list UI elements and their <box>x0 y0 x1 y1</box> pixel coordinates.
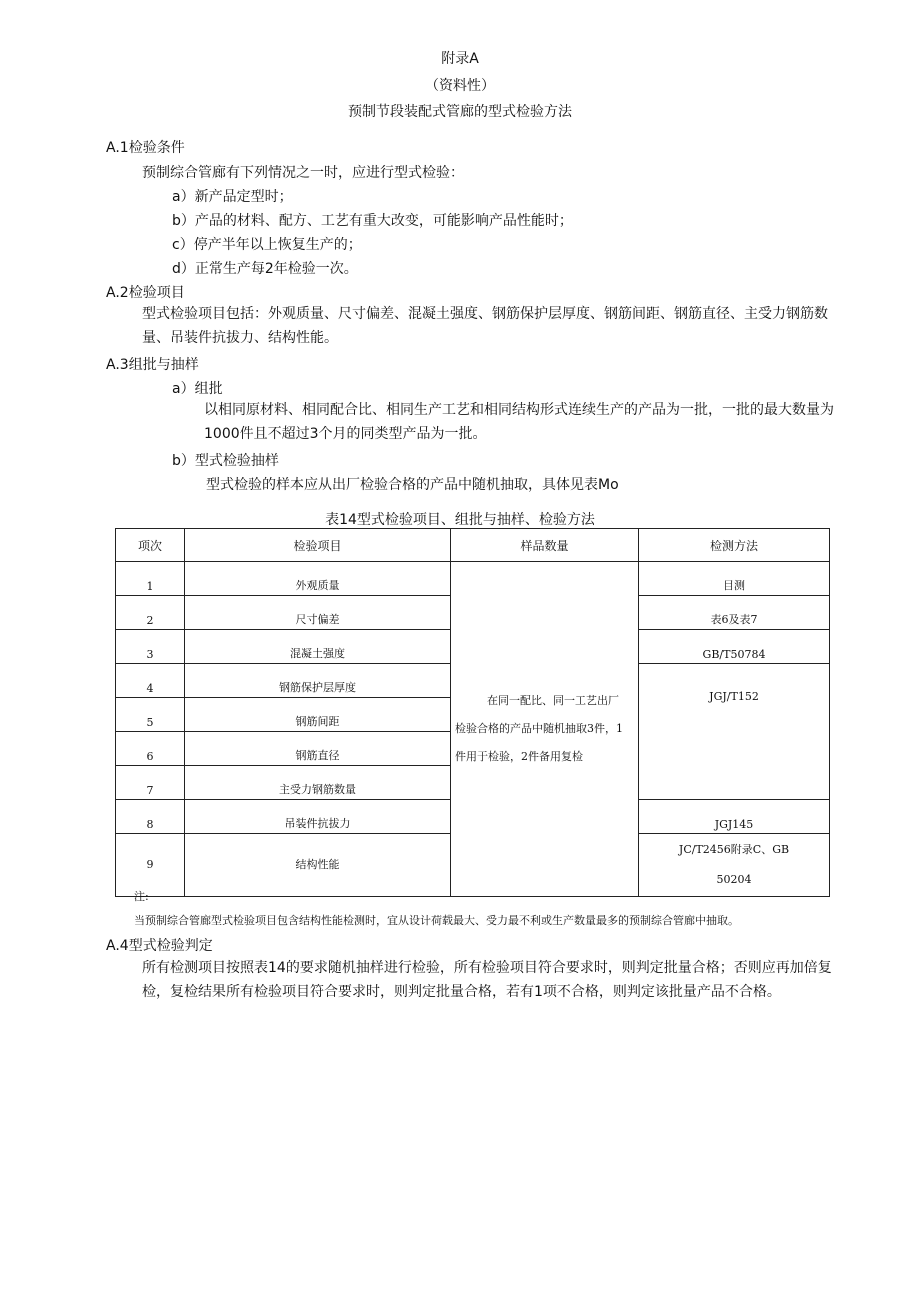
section-a2-heading: A.2检验项目 <box>106 285 185 301</box>
row-item: 结构性能 <box>185 834 451 897</box>
table-note-text: 当预制综合管廊型式检验项目包含结构性能检测时，宜从设计荷载最大、受力最不利或生产数量最多的预制综合管廊中抽取。 <box>134 914 739 927</box>
row-item: 钢筋直径 <box>185 732 451 766</box>
method-line: JC/T2456附录C、GB <box>678 843 790 856</box>
method-cell: JGJ/T152 <box>639 664 830 800</box>
row-item: 尺寸偏差 <box>185 596 451 630</box>
inspection-table <box>115 528 830 897</box>
table-note-label: 注: <box>134 890 149 903</box>
list-item: c）停产半年以上恢复生产的； <box>172 237 362 253</box>
row-no: 7 <box>116 766 185 800</box>
sample-line: 检验合格的产品中随机抽取3件，1 <box>455 722 623 735</box>
header-item: 检验项目 <box>185 529 451 562</box>
sample-line: 件用于检验，2件备用复检 <box>455 750 583 763</box>
section-a1-intro: 预制综合管廊有下列情况之一时，应进行型式检验： <box>142 165 464 181</box>
list-item: a）新产品定型时； <box>172 189 293 205</box>
section-a3-sub-b: b）型式检验抽样 <box>172 453 279 469</box>
section-a3-sub-a-body: 以相同原材料、相同配合比、相同生产工艺和相同结构形式连续生产的产品为一批，一批的最大数量为1000件且不超过3个月的同类型产品为一批。 <box>204 402 834 442</box>
row-no: 8 <box>116 800 185 834</box>
header-no: 项次 <box>116 529 185 562</box>
section-a4-body: 所有检测项目按照表14的要求随机抽样进行检验，所有检验项目符合要求时，则判定批量合格；否则应再加倍复检，复检结果所有检验项目符合要求时，则判定批量合格，若有1项不合格，则判定该批量产品不合格。 <box>142 960 832 1000</box>
method-cell: GB/T50784 <box>639 630 830 664</box>
sample-quantity-cell <box>451 562 639 897</box>
row-no: 2 <box>116 596 185 630</box>
row-item: 主受力钢筋数量 <box>185 766 451 800</box>
row-no: 9 <box>116 834 185 897</box>
table-row <box>116 562 830 596</box>
method-cell <box>639 834 830 897</box>
row-item: 钢筋间距 <box>185 698 451 732</box>
row-no: 4 <box>116 664 185 698</box>
section-a4-heading: A.4型式检验判定 <box>106 938 213 954</box>
method-cell: 表6及表7 <box>639 596 830 630</box>
row-no: 5 <box>116 698 185 732</box>
header-sample: 样品数量 <box>451 529 639 562</box>
section-a3-sub-a: a）组批 <box>172 381 223 397</box>
appendix-label: 附录A <box>441 51 479 67</box>
row-no: 1 <box>116 562 185 596</box>
section-a3-sub-b-body: 型式检验的样本应从出厂检验合格的产品中随机抽取，具体见表Mo <box>206 477 619 493</box>
method-cell: 目测 <box>639 562 830 596</box>
row-item: 钢筋保护层厚度 <box>185 664 451 698</box>
table-header-row <box>116 529 830 562</box>
row-item: 吊装件抗拔力 <box>185 800 451 834</box>
header-method: 检测方法 <box>639 529 830 562</box>
list-item: d）正常生产每2年检验一次。 <box>172 261 358 277</box>
list-item: b）产品的材料、配方、工艺有重大改变，可能影响产品性能时； <box>172 213 573 229</box>
section-a3-heading: A.3组批与抽样 <box>106 357 199 373</box>
row-item: 混凝土强度 <box>185 630 451 664</box>
section-a2-body: 型式检验项目包括：外观质量、尺寸偏差、混凝土强度、钢筋保护层厚度、钢筋间距、钢筋直径、主受力钢筋数量、吊装件抗拔力、结构性能。 <box>142 306 828 346</box>
row-no: 6 <box>116 732 185 766</box>
appendix-title: 预制节段装配式管廊的型式检验方法 <box>348 104 572 120</box>
table-caption: 表14型式检验项目、组批与抽样、检验方法 <box>325 512 595 528</box>
sample-line: 在同一配比、同一工艺出厂 <box>487 694 619 707</box>
section-a1-heading: A.1检验条件 <box>106 140 185 156</box>
row-item: 外观质量 <box>185 562 451 596</box>
row-no: 3 <box>116 630 185 664</box>
method-line: 50204 <box>716 873 752 886</box>
appendix-nature: （资料性） <box>425 78 495 94</box>
method-cell: JGJ145 <box>639 800 830 834</box>
